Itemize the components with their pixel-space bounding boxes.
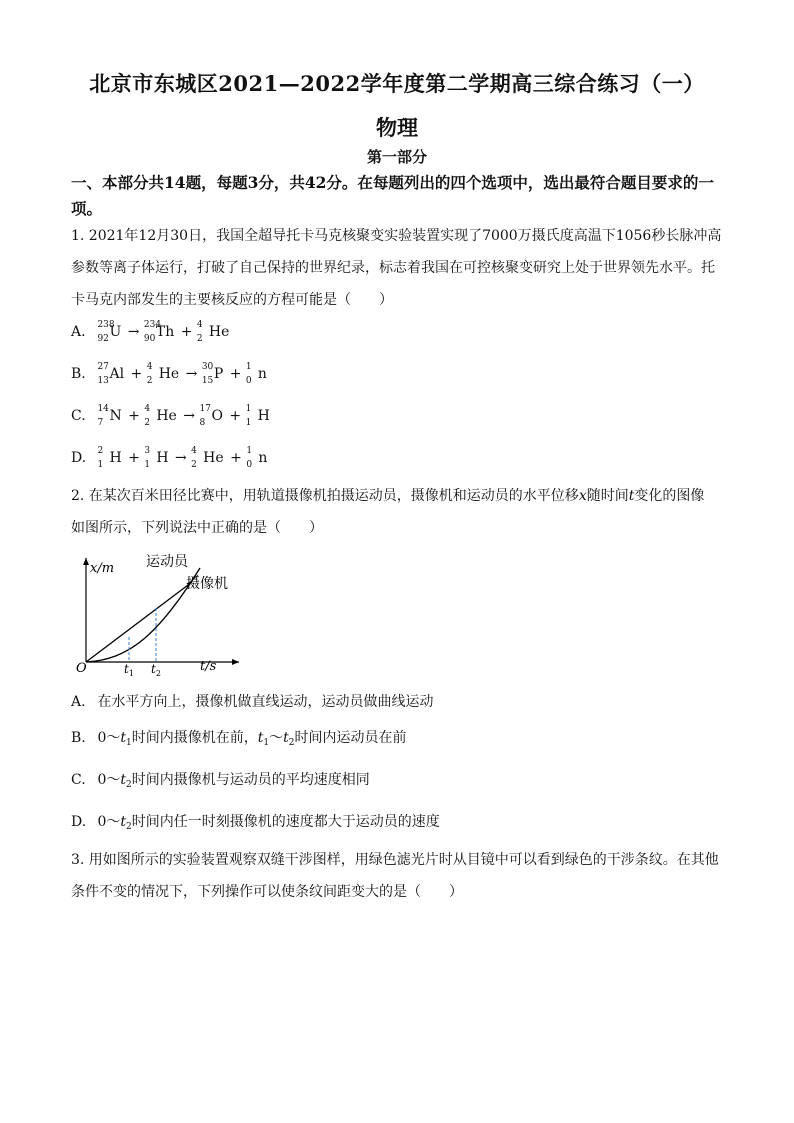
q1-option-b[interactable]: B. 27 13 Al + 4 2 He → 30 15 P + 1 0 n <box>71 362 267 386</box>
q3-stem: 3. 用如图所示的实验装置观察双缝干涉图样，用绿色滤光片时从目镜中可以看到绿色的干涉条纹。在其他条件不变的情况下，下列操作可以使条纹间距变大的是（ ） <box>71 852 719 900</box>
option-label: C. <box>71 772 86 788</box>
q2-option-a[interactable]: A. 在水平方向上，摄像机做直线运动，运动员做曲线运动 <box>71 694 434 710</box>
nuclide: 4 2 He <box>146 362 180 386</box>
option-label: D. <box>71 814 87 830</box>
nuclide: 17 8 O <box>199 404 223 428</box>
nuclide: 1 0 n <box>246 446 268 470</box>
subject-title: 物理 <box>376 115 418 140</box>
q1-option-a[interactable]: A. 238 92 U → 234 90 Th + 4 2 He <box>71 320 230 344</box>
y-axis-label: x/m <box>90 561 115 576</box>
q2-xt-graph <box>74 548 244 678</box>
option-label: B. <box>71 730 86 746</box>
q2-option-b[interactable]: B. $0\sim t_1$时间内摄像机在前，$t_1\sim t_2$时间内运动员在前 <box>71 730 407 748</box>
nuclide: 2 1 H <box>97 446 122 470</box>
nuclide: 234 90 Th <box>143 320 175 344</box>
q1-stem: 1. 2021年12月30日，我国全超导托卡马克核聚变实验装置实现了7000万摄氏度高温下1056秒长脉冲高参数等离子体运行，打破了自己保持的世界纪录，标志着我国在可控核聚变研究上处于世界领先水平。托卡马克内部发生的主要核反应的方程可能是（ ） <box>71 228 722 308</box>
reaction-arrow: → <box>174 450 187 466</box>
nuclide: 1 1 H <box>245 404 270 428</box>
q1-option-d[interactable]: D. 2 1 H + 3 1 H → 4 2 He + 1 0 n <box>71 446 268 470</box>
option-label: D. <box>71 450 87 466</box>
x-axis-label: t/s <box>200 659 217 674</box>
nuclide: 30 15 P <box>201 362 224 386</box>
nuclide: 4 2 He <box>196 320 230 344</box>
exam-title: 北京市东城区2021—2022学年度第二学期高三综合练习（一） <box>89 71 705 96</box>
x-axis-arrow <box>232 659 239 665</box>
nuclide: 3 1 H <box>144 446 169 470</box>
camera-line <box>86 582 192 662</box>
option-label: A. <box>71 694 86 710</box>
athlete-curve <box>86 568 200 662</box>
camera-label: 摄像机 <box>186 576 228 592</box>
q2-option-c[interactable]: C. $0\sim t_2$时间内摄像机与运动员的平均速度相同 <box>71 772 370 790</box>
reaction-arrow: → <box>185 366 198 382</box>
origin-label: O <box>76 661 87 676</box>
q1-option-c[interactable]: C. 14 7 N + 4 2 He → 17 8 O + 1 1 H <box>71 404 270 428</box>
q2-option-d[interactable]: D. $0\sim t_2$时间内任一时刻摄像机的速度都大于运动员的速度 <box>71 814 440 832</box>
option-label: C. <box>71 408 86 424</box>
nuclide: 14 7 N <box>97 404 122 428</box>
y-axis-arrow <box>83 558 89 565</box>
part-title: 第一部分 <box>366 148 427 166</box>
nuclide: 1 0 n <box>245 362 267 386</box>
nuclide: 27 13 Al <box>97 362 125 386</box>
nuclide: 238 92 U <box>97 320 122 344</box>
reaction-arrow: → <box>183 408 196 424</box>
section-instruction: 一、本部分共14题，每题3分，共42分。在每题列出的四个选项中，选出最符合题目要求的一项。 <box>71 173 714 218</box>
nuclide: 4 2 He <box>144 404 177 428</box>
option-label: B. <box>71 366 86 382</box>
athlete-label: 运动员 <box>146 554 188 570</box>
nuclide: 4 2 He <box>191 446 224 470</box>
t2-label: $t_2$ <box>151 662 161 678</box>
reaction-arrow: → <box>127 324 140 340</box>
option-label: A. <box>71 324 86 340</box>
t1-label: $t_1$ <box>124 662 134 678</box>
q2-stem: 2. 在某次百米田径比赛中，用轨道摄像机拍摄运动员，摄像机和运动员的水平位移x随时间t变化的图像 如图所示，下列说法中正确的是（ ） <box>71 488 705 536</box>
